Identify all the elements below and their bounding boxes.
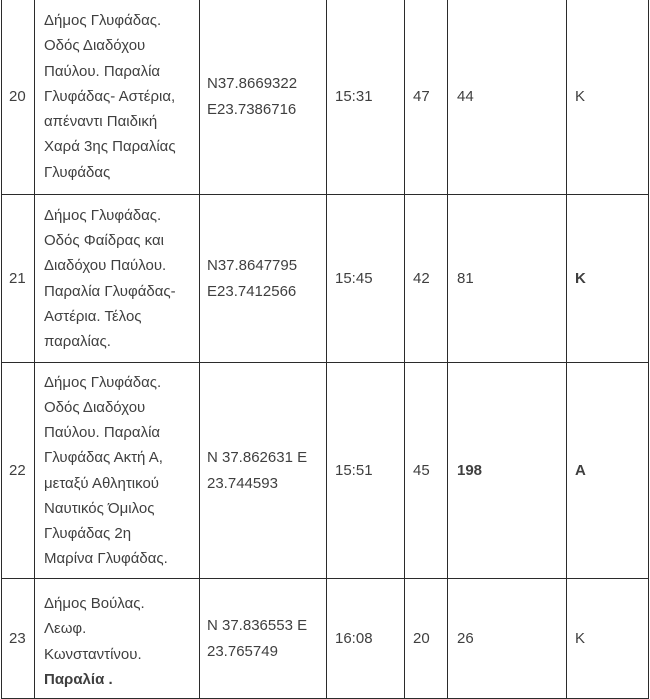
value2-cell: 26	[448, 579, 567, 699]
location-line: Γλυφάδας 2η	[44, 524, 132, 542]
table-row	[2, 579, 649, 699]
time-cell: 15:45	[327, 195, 405, 363]
measurement-table	[1, 0, 649, 699]
location-line: Γλυφάδας	[44, 163, 111, 181]
location-line-bold: Παραλία .	[44, 670, 113, 688]
location-line: Παύλου. Παραλία	[44, 424, 161, 442]
location-line: απέναντι Παιδική	[44, 113, 158, 131]
location-line: Δήμος Γλυφάδας.	[44, 373, 162, 391]
location-line: Δήμος Γλυφάδας.	[44, 12, 162, 30]
row-number: 21	[2, 195, 35, 363]
longitude: 23.765749	[207, 642, 278, 660]
value1-cell: 47	[405, 0, 448, 195]
table-row	[2, 0, 649, 195]
longitude: 23.744593	[207, 474, 278, 492]
location-line: Οδός Διαδόχου	[44, 37, 146, 55]
value1-cell: 42	[405, 195, 448, 363]
table-row	[2, 363, 649, 579]
time-cell: 15:31	[327, 0, 405, 195]
location-line: Γλυφάδας Ακτή Α,	[44, 449, 163, 467]
time-cell: 15:51	[327, 363, 405, 579]
coordinates-cell	[200, 195, 327, 363]
coordinates-cell	[200, 0, 327, 195]
latitude: N37.8647795	[207, 257, 298, 275]
row-number: 23	[2, 579, 35, 699]
location-line: Κωνσταντίνου.	[44, 645, 142, 663]
location-cell	[35, 579, 200, 699]
value2-cell: 44	[448, 0, 567, 195]
location-line: Ναυτικός Όμιλος	[44, 499, 155, 517]
location-line: Λεωφ.	[44, 620, 87, 638]
location-line: Παύλου. Παραλία	[44, 62, 161, 80]
value2-cell: 81	[448, 195, 567, 363]
location-line: Χαρά 3ης Παραλίας	[44, 138, 176, 156]
class-cell: K	[567, 195, 649, 363]
location-line: Μαρίνα Γλυφάδας.	[44, 550, 168, 568]
location-line: μεταξύ Αθλητικού	[44, 474, 159, 492]
row-number: 22	[2, 363, 35, 579]
longitude: E23.7386716	[207, 100, 297, 118]
class-cell: A	[567, 363, 649, 579]
class-cell: K	[567, 0, 649, 195]
location-line: Δήμος Βούλας.	[44, 595, 145, 613]
location-line: Αστέρια. Τέλος	[44, 307, 142, 325]
location-cell	[35, 195, 200, 363]
value1-cell: 45	[405, 363, 448, 579]
coordinates-cell	[200, 363, 327, 579]
table-row	[2, 195, 649, 363]
location-line: Δήμος Γλυφάδας.	[44, 206, 162, 224]
value2-cell: 198	[448, 363, 567, 579]
location-line: Οδός Διαδόχου	[44, 398, 146, 416]
coordinates-cell	[200, 579, 327, 699]
location-cell	[35, 363, 200, 579]
longitude: E23.7412566	[207, 282, 297, 300]
location-cell	[35, 0, 200, 195]
latitude: N 37.862631 E	[207, 449, 308, 467]
value1-cell: 20	[405, 579, 448, 699]
location-line: Διαδόχου Παύλου.	[44, 257, 167, 275]
location-line: Γλυφάδας- Αστέρια,	[44, 87, 176, 105]
location-line: παραλίας.	[44, 332, 111, 350]
location-line: Παραλία Γλυφάδας-	[44, 282, 176, 300]
latitude: N37.8669322	[207, 75, 298, 93]
latitude: N 37.836553 E	[207, 617, 308, 635]
location-line: Οδός Φαίδρας και	[44, 232, 164, 250]
row-number: 20	[2, 0, 35, 195]
class-cell: K	[567, 579, 649, 699]
time-cell: 16:08	[327, 579, 405, 699]
